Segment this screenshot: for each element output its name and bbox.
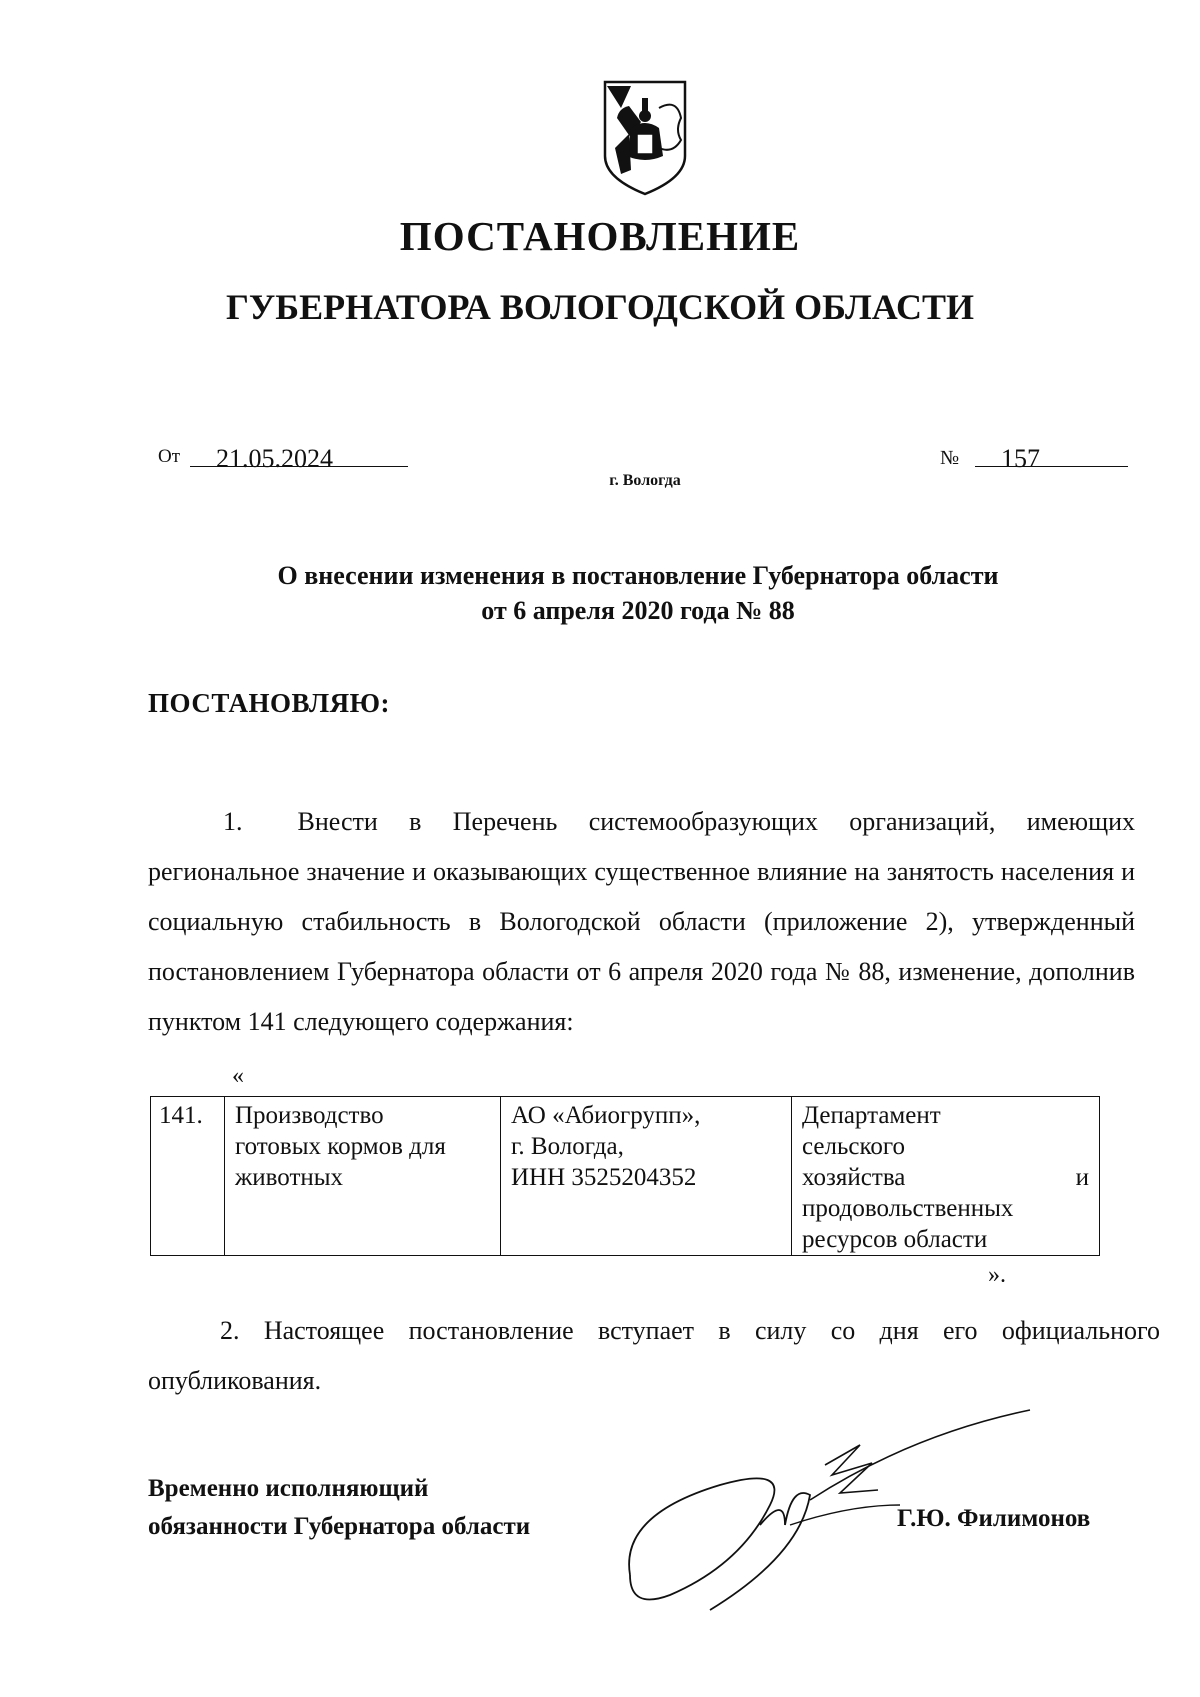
date-label: От <box>158 446 181 467</box>
document-subject <box>0 558 1200 628</box>
close-quote: ». <box>988 1262 1006 1288</box>
paragraph-1-number: 1. <box>223 807 243 836</box>
document-title: ПОСТАНОВЛЕНИЕ <box>399 213 801 259</box>
cell-department: Департамент сельского хозяйства и продовольственных ресурсов области <box>792 1097 1100 1256</box>
cell-organization: АО «Абиогрупп», г. Вологда, ИНН 3525204352 <box>501 1097 792 1256</box>
subject-line-2: от 6 апреля 2020 года № 88 <box>481 596 795 625</box>
signatory-name: Г.Ю. Филимонов <box>897 1505 1091 1532</box>
subject-line-1: О внесении изменения в постановление Губернатора области <box>277 561 999 590</box>
number-label: № <box>940 447 960 469</box>
cell-number: 141. <box>151 1097 225 1256</box>
open-quote: « <box>232 1063 244 1089</box>
cell-activity: Производство готовых кормов для животных <box>225 1097 501 1256</box>
document-date: 21.05.2024 <box>216 444 333 473</box>
signatory-title: Временно исполняющий обязанности Губернатора области <box>148 1475 531 1540</box>
paragraph-2-text: 2. Настоящее постановление вступает в силу со дня его официального опубликования. <box>148 1316 1160 1395</box>
amendment-table <box>150 1096 1100 1256</box>
table-row <box>151 1097 1100 1256</box>
document-number: 157 <box>1001 444 1040 473</box>
city-label: г. Вологда <box>609 472 681 489</box>
vologda-coat-of-arms-icon <box>601 78 689 198</box>
paragraph-1-text: Внести в Перечень системообразующих организаций, имеющих региональное значение и оказывающих существенное влияние на занятость населения и социальную стабильность в Вологодской области (приложение 2), утвержденный постановлением Губернатора области от 6 апреля 2020 года № 88, изменение, дополнив пунктом 141 следующего содержания: <box>148 807 1135 1036</box>
paragraph-1 <box>148 797 1135 1047</box>
number-underline <box>975 466 1128 467</box>
paragraph-2 <box>148 1306 1160 1406</box>
decree-heading: ПОСТАНОВЛЯЮ: <box>148 688 390 718</box>
document-subtitle: ГУБЕРНАТОРА ВОЛОГОДСКОЙ ОБЛАСТИ <box>225 287 975 327</box>
